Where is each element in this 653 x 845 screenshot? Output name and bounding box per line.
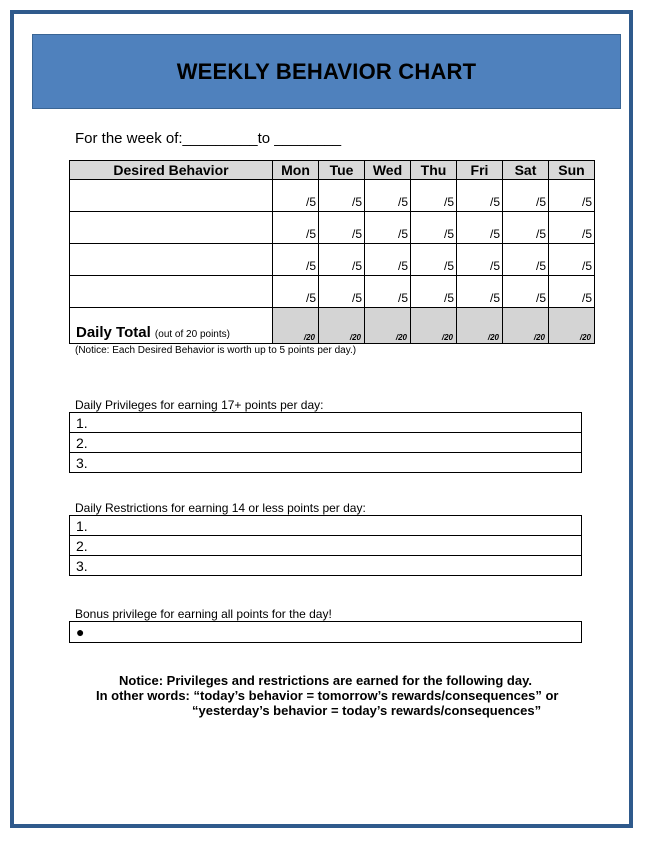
score-cell[interactable]: /5 <box>319 276 365 308</box>
privilege-line[interactable]: 2. <box>70 433 582 453</box>
score-cell[interactable]: /5 <box>549 244 595 276</box>
privileges-list <box>69 412 582 473</box>
score-cell[interactable]: /5 <box>411 212 457 244</box>
bullet-icon: ● <box>76 624 85 640</box>
score-cell[interactable]: /5 <box>457 212 503 244</box>
behavior-name-cell[interactable] <box>70 180 273 212</box>
list-item <box>70 453 582 473</box>
table-header-row <box>70 161 595 180</box>
list-item <box>70 413 582 433</box>
score-cell[interactable]: /5 <box>411 276 457 308</box>
points-notice: (Notice: Each Desired Behavior is worth up to 5 points per day.) <box>75 345 357 356</box>
list-item <box>70 433 582 453</box>
day-header: Thu <box>411 161 457 180</box>
restrictions-list <box>69 515 582 576</box>
score-cell[interactable]: /5 <box>319 212 365 244</box>
score-cell[interactable]: /5 <box>503 180 549 212</box>
score-cell[interactable]: /5 <box>365 244 411 276</box>
daily-total-label <box>70 308 273 344</box>
day-header: Sun <box>549 161 595 180</box>
privilege-line[interactable]: 1. <box>70 413 582 433</box>
daily-total-cell[interactable]: /20 <box>273 308 319 344</box>
daily-total-cell[interactable]: /20 <box>365 308 411 344</box>
score-cell[interactable]: /5 <box>549 276 595 308</box>
score-cell[interactable]: /5 <box>273 244 319 276</box>
score-cell[interactable]: /5 <box>273 212 319 244</box>
day-header: Tue <box>319 161 365 180</box>
behavior-table <box>69 160 595 344</box>
bonus-field[interactable] <box>69 621 582 643</box>
daily-total-cell[interactable]: /20 <box>503 308 549 344</box>
score-cell[interactable]: /5 <box>457 180 503 212</box>
daily-total-row <box>70 308 595 344</box>
restriction-line[interactable]: 3. <box>70 556 582 576</box>
score-cell[interactable]: /5 <box>273 180 319 212</box>
score-cell[interactable]: /5 <box>549 180 595 212</box>
title-banner <box>32 34 621 109</box>
score-cell[interactable]: /5 <box>549 212 595 244</box>
daily-total-cell[interactable]: /20 <box>457 308 503 344</box>
privilege-line[interactable]: 3. <box>70 453 582 473</box>
list-item <box>70 556 582 576</box>
day-header: Mon <box>273 161 319 180</box>
score-cell[interactable]: /5 <box>503 276 549 308</box>
restriction-line[interactable]: 1. <box>70 516 582 536</box>
behavior-name-cell[interactable] <box>70 276 273 308</box>
list-item <box>70 536 582 556</box>
score-cell[interactable]: /5 <box>457 276 503 308</box>
restrictions-label: Daily Restrictions for earning 14 or less points per day: <box>75 501 366 515</box>
score-cell[interactable]: /5 <box>273 276 319 308</box>
restriction-line[interactable]: 2. <box>70 536 582 556</box>
page-title: WEEKLY BEHAVIOR CHART <box>176 58 477 84</box>
day-header: Fri <box>457 161 503 180</box>
daily-total-cell[interactable]: /20 <box>319 308 365 344</box>
notice-line-1: Notice: Privileges and restrictions are earned for the following day. <box>119 673 532 688</box>
table-row <box>70 276 595 308</box>
score-cell[interactable]: /5 <box>319 180 365 212</box>
notice-line-2: In other words: “today’s behavior = tomorrow’s rewards/consequences” or <box>96 688 559 703</box>
table-row <box>70 244 595 276</box>
desired-behavior-header: Desired Behavior <box>70 161 273 180</box>
score-cell[interactable]: /5 <box>319 244 365 276</box>
bonus-label: Bonus privilege for earning all points for the day! <box>75 607 332 621</box>
score-cell[interactable]: /5 <box>503 244 549 276</box>
privileges-label: Daily Privileges for earning 17+ points per day: <box>75 398 324 412</box>
daily-total-subtext: (out of 20 points) <box>154 329 230 340</box>
table-row <box>70 212 595 244</box>
score-cell[interactable]: /5 <box>411 244 457 276</box>
daily-total-cell[interactable]: /20 <box>411 308 457 344</box>
table-row <box>70 180 595 212</box>
behavior-name-cell[interactable] <box>70 244 273 276</box>
behavior-name-cell[interactable] <box>70 212 273 244</box>
day-header: Sat <box>503 161 549 180</box>
day-header: Wed <box>365 161 411 180</box>
score-cell[interactable]: /5 <box>503 212 549 244</box>
daily-total-text: Daily Total <box>76 324 151 341</box>
week-line: For the week of:_________to ________ <box>75 130 342 147</box>
score-cell[interactable]: /5 <box>365 212 411 244</box>
score-cell[interactable]: /5 <box>457 244 503 276</box>
daily-total-cell[interactable]: /20 <box>549 308 595 344</box>
list-item <box>70 516 582 536</box>
score-cell[interactable]: /5 <box>411 180 457 212</box>
notice-line-3: “yesterday’s behavior = today’s rewards/consequences” <box>192 703 542 718</box>
score-cell[interactable]: /5 <box>365 180 411 212</box>
score-cell[interactable]: /5 <box>365 276 411 308</box>
